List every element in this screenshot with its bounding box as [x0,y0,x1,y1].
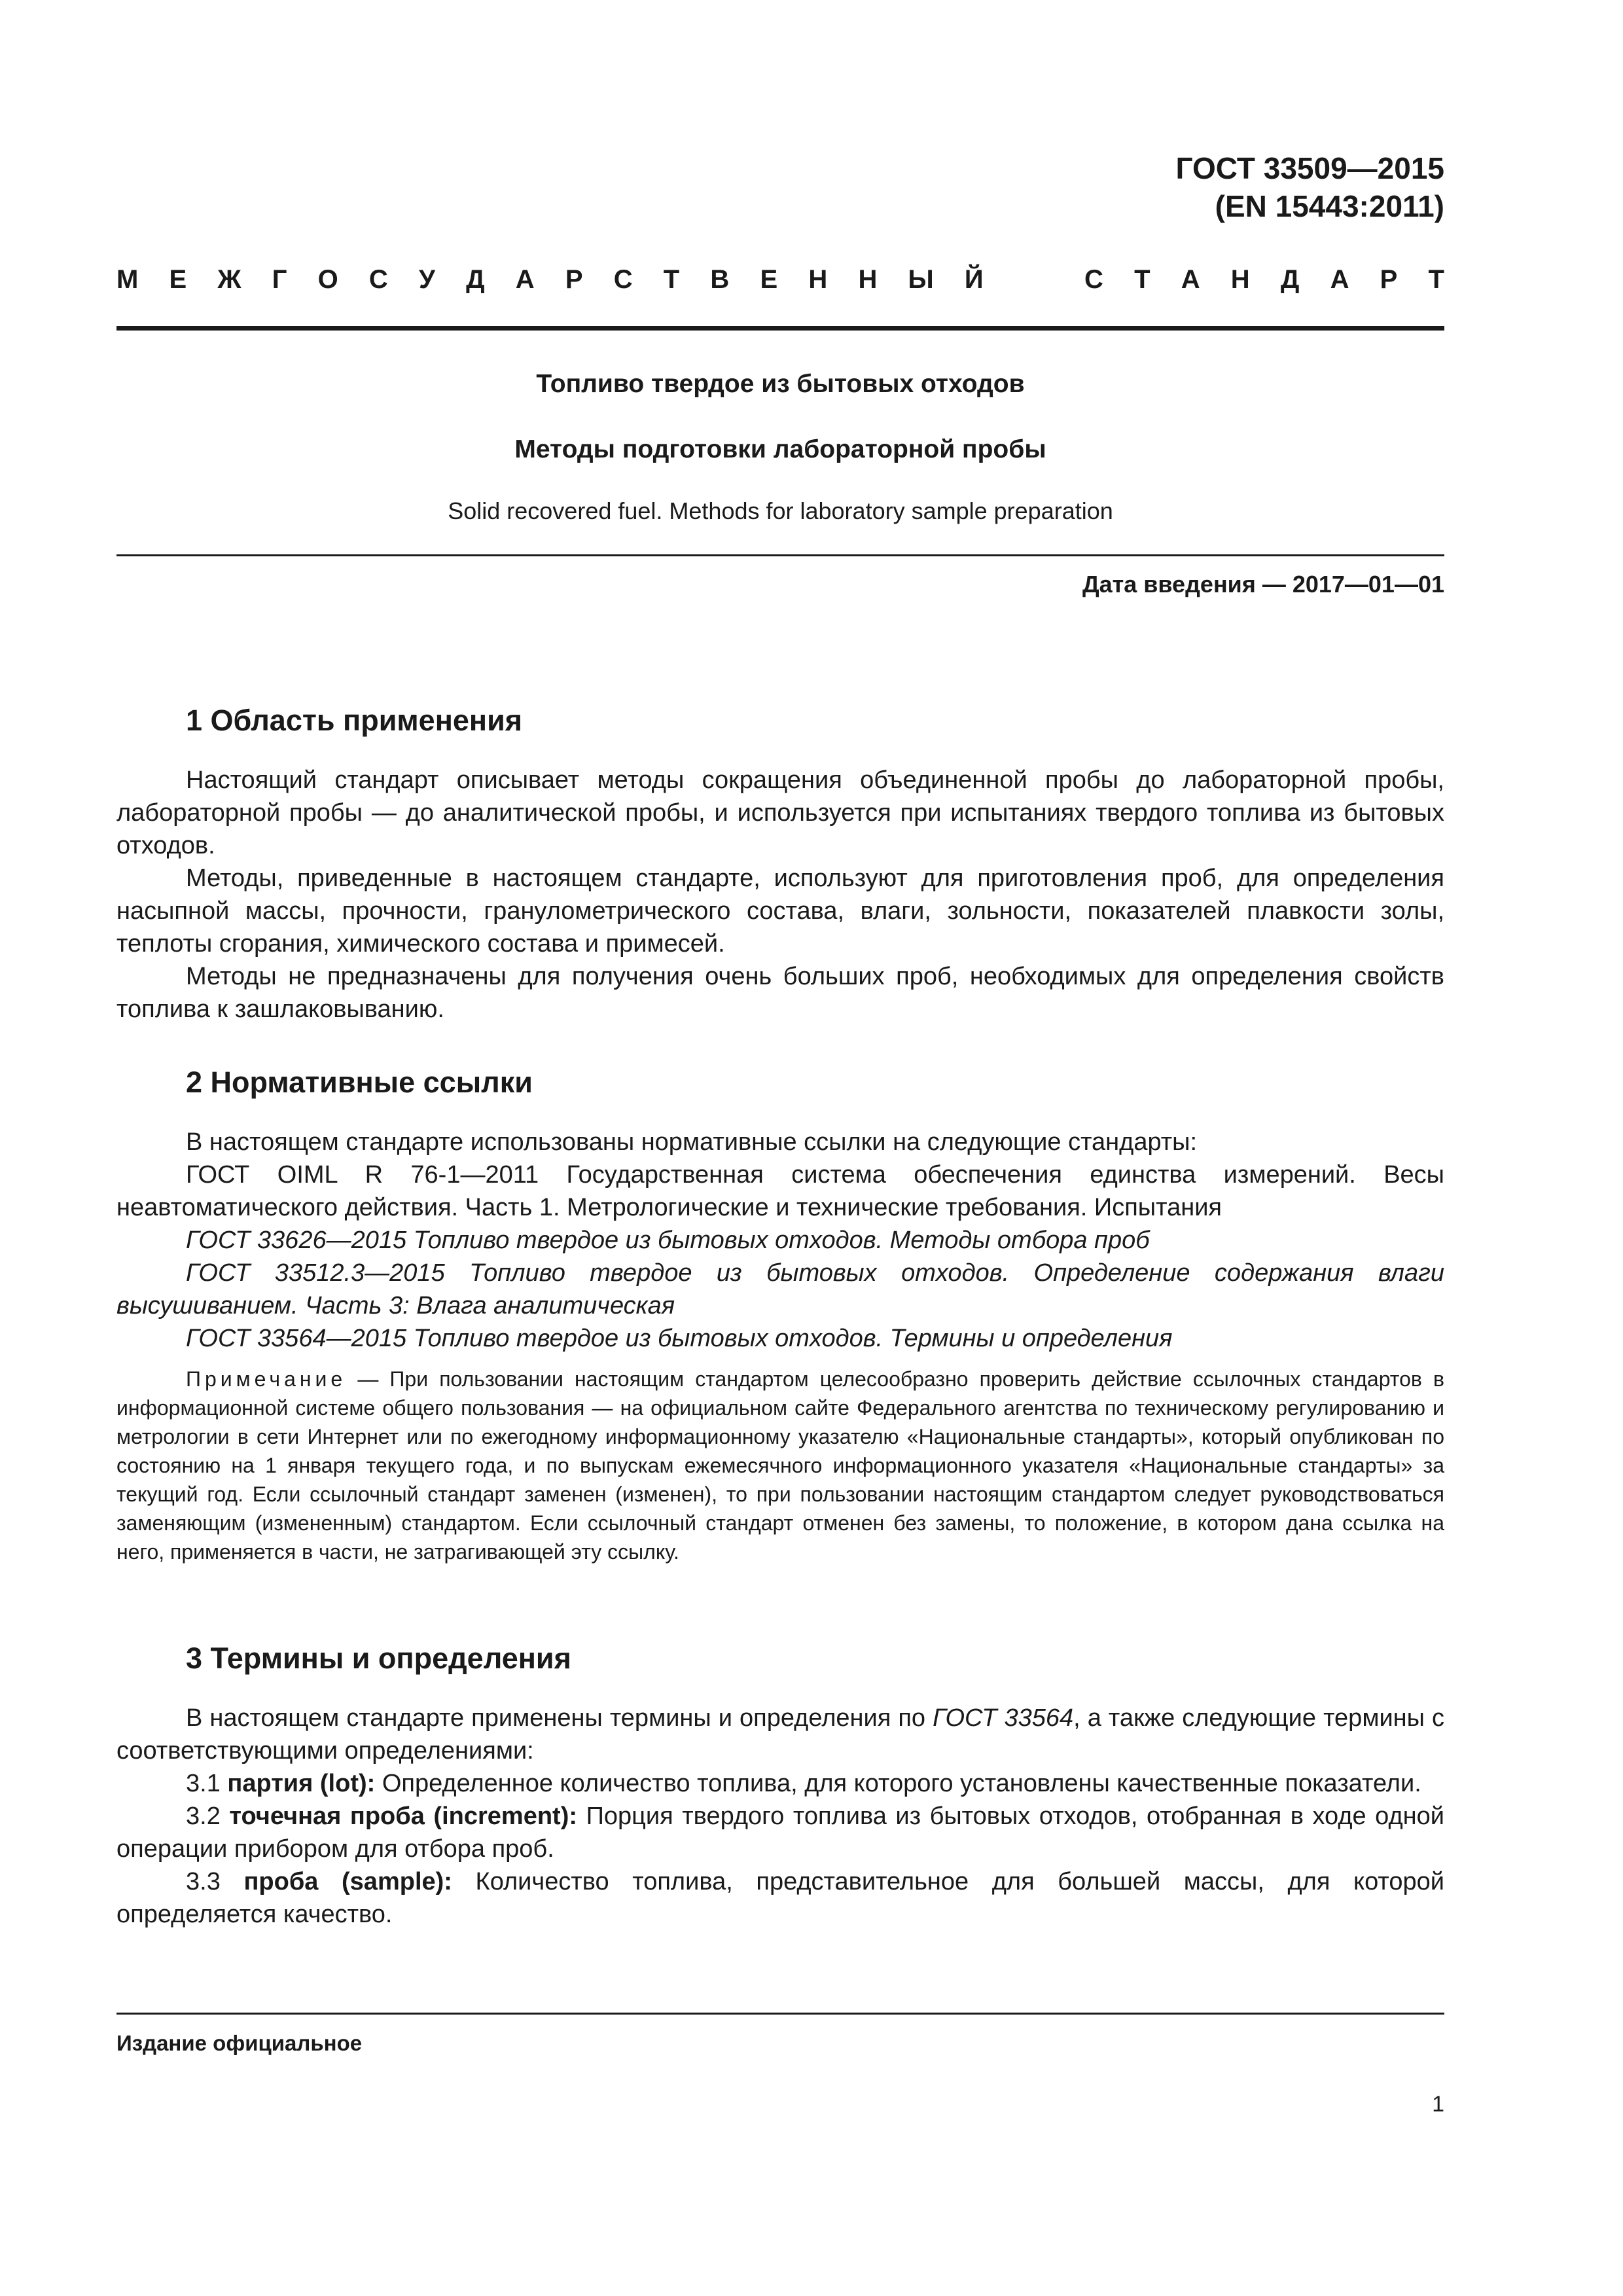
section-3-heading: 3 Термины и определения [186,1641,571,1675]
standard-number: ГОСТ 33509—2015 [1175,151,1444,185]
banner-letter: Н [808,265,828,294]
paragraph: Методы, приведенные в настоящем стандарте, используют для приготовления проб, для определения насыпной массы, прочности, гранулометрического состава, влаги, зольности, показателей плавкости золы, теплоты сгорания, химического состава и примесей. [116,865,1444,958]
paragraph: В настоящем стандарте использованы нормативные ссылки на следующие стандарты: [186,1128,1198,1156]
reference-item: ГОСТ 33564—2015 Топливо твердое из бытовых отходов. Термины и определения [186,1325,1173,1352]
term-number: 3.1 [186,1770,228,1797]
term-text: Определенное количество топлива, для которого установлены качественные показатели. [375,1770,1421,1797]
title-divider [116,554,1444,556]
reference-item: ГОСТ 33512.3—2015 Топливо твердое из бытовых отходов. Определение содержания влаги высушиванием. Часть 3: Влага аналитическая [116,1259,1444,1319]
section-1-heading: 1 Область применения [186,704,523,737]
term-number: 3.3 [186,1868,244,1895]
term-name: проба (sample): [243,1868,452,1895]
interstate-standard-banner [116,265,1444,295]
reference-item: ГОСТ 33626—2015 Топливо твердое из бытовых отходов. Методы отбора проб [186,1227,1150,1254]
banner-letter: В [710,265,730,294]
term-name: точечная проба (increment): [229,1803,578,1830]
section-2-body [116,1126,1444,1355]
banner-letter: О [317,265,338,294]
intro-reference: ГОСТ 33564 [933,1704,1074,1732]
paragraph: Настоящий стандарт описывает методы сокращения объединенной пробы до лабораторной пробы, лабораторной пробы — до аналитической пробы, и используется при испытаниях твердого топлива из бытовых отходов. [116,766,1444,859]
term-text: Порция твердого топлива из бытовых отходов, отобранная в ходе одной операции прибором для отбора проб. [116,1803,1444,1863]
term-definition [116,1865,1444,1931]
banner-letter: Д [466,265,485,294]
en-standard-number: (EN 15443:2011) [1215,189,1444,223]
banner-letter: Н [858,265,878,294]
note-text: — При пользовании настоящим стандартом целесообразно проверить действие ссылочных стандартов в информационной системе общего пользования — на официальном сайте Федерального агентства по техническому регулированию и метрологии в сети Интернет или по ежегодному информационному указателю «Национальные стандарты», который опубликован по состоянию на 1 января текущего года, и по выпускам ежемесячного информационного указателя «Национальные стандарты» за текущий год. Если ссылочный стандарт заменен (изменен), то при пользовании настоящим стандартом следует руководствоваться заменяющим (измененным) стандартом. Если ссылочный стандарт отменен без замены, то положение, в котором дана ссылка на него, применяется в части, не затрагивающей эту ссылку. [116,1367,1444,1564]
banner-letter: Н [1230,265,1250,294]
banner-letter: А [1181,265,1200,294]
intro-text: , а также следующие термины с соответствующими определениями: [116,1704,1444,1765]
banner-letter: С [613,265,633,294]
banner-letter: Ж [217,265,241,294]
header-divider [116,326,1444,331]
section-3-body [116,1702,1444,1931]
banner-letter: М [116,265,139,294]
section-2-heading: 2 Нормативные ссылки [186,1066,533,1099]
banner-letter: Т [1428,265,1444,294]
document-subtitle: Методы подготовки лабораторной пробы [514,435,1046,463]
section-1-body [116,764,1444,1026]
note-label: Примечание [186,1367,347,1391]
term-text: Количество топлива, представительное для большей массы, для которой определяется качество. [116,1868,1444,1928]
banner-letter: Е [169,265,187,294]
banner-letter: Е [760,265,778,294]
note-paragraph [116,1365,1444,1566]
banner-letter: Ы [908,265,934,294]
footer-divider [116,2013,1444,2015]
term-definition [116,1767,1444,1800]
banner-letter: Г [272,265,287,294]
english-title: Solid recovered fuel. Methods for laboratory sample preparation [448,497,1113,524]
introduction-date: Дата введения — 2017—01—01 [1082,571,1444,598]
term-name: партия (lot): [227,1770,376,1797]
banner-letter: Р [1380,265,1398,294]
banner-letter: Р [565,265,583,294]
banner-letter: А [515,265,535,294]
official-edition-label: Издание официальное [116,2031,363,2055]
term-definition [116,1800,1444,1865]
banner-letter: С [368,265,388,294]
document-title: Топливо твердое из бытовых отходов [536,370,1025,398]
intro-text: В настоящем стандарте применены термины и определения по [186,1704,933,1732]
page-number: 1 [1432,2092,1444,2117]
banner-letter: Т [1134,265,1150,294]
banner-letter: Т [663,265,680,294]
paragraph [116,1702,1444,1767]
banner-letter: А [1330,265,1349,294]
banner-letter: У [419,265,435,294]
note-block [116,1365,1444,1566]
banner-letter: Д [1280,265,1300,294]
reference-item: ГОСТ OIML R 76-1—2011 Государственная система обеспечения единства измерений. Весы неавтоматического действия. Часть 1. Метрологические и технические требования. Испытания [116,1161,1444,1221]
paragraph: Методы не предназначены для получения очень больших проб, необходимых для определения свойств топлива к зашлаковыванию. [116,963,1444,1023]
banner-gap [1014,265,1054,295]
banner-letter: С [1084,265,1103,294]
term-number: 3.2 [186,1803,230,1830]
banner-letter: Й [964,265,984,294]
